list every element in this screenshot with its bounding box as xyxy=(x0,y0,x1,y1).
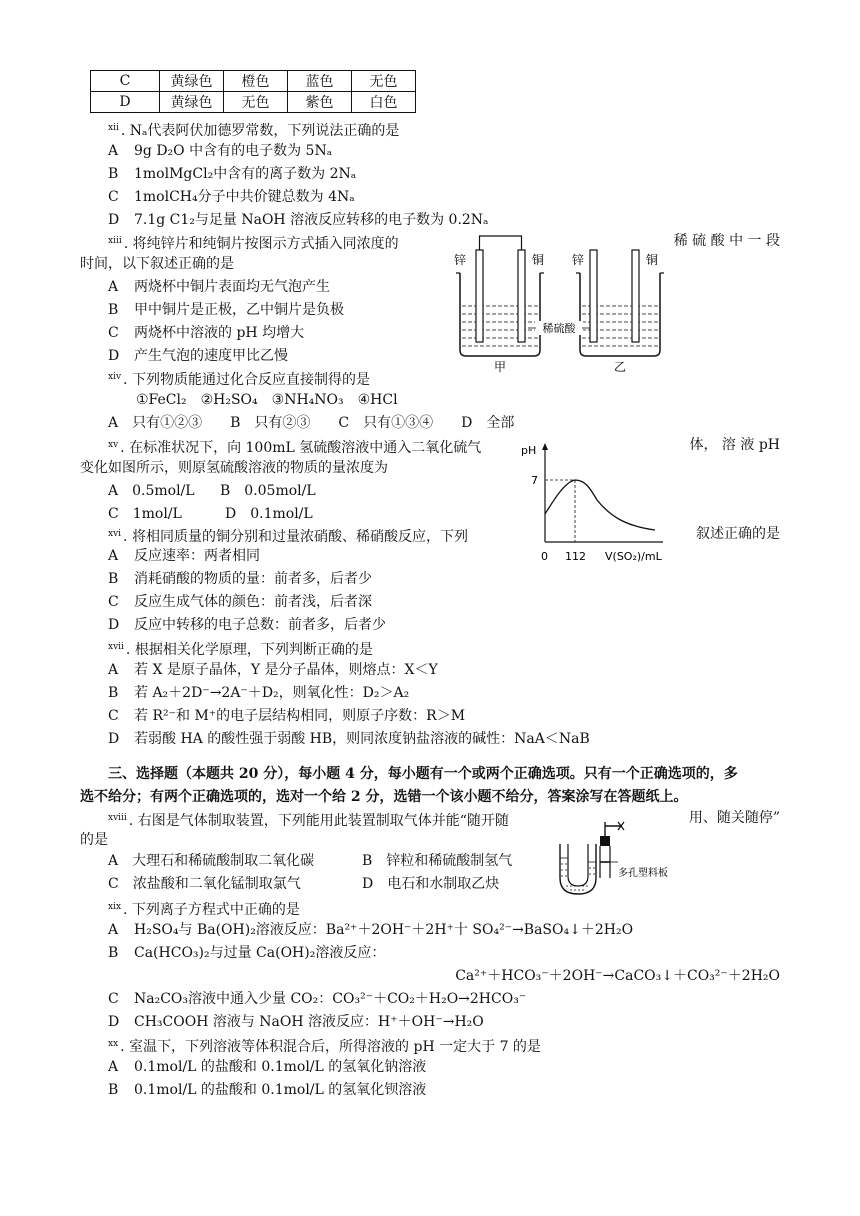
q20-option-a: A 0.1mol/L 的盐酸和 0.1mol/L 的氢氧化钠溶液 xyxy=(108,1059,427,1075)
stopper xyxy=(600,836,610,846)
q19-option-b-equation: Ca²⁺＋HCO₃⁻＋2OH⁻→CaCO₃↓＋CO₃²⁻＋2H₂O xyxy=(455,968,780,984)
table-cell: 无色 xyxy=(352,71,416,92)
table-cell: 黄绿色 xyxy=(160,92,224,113)
q17-stem xyxy=(108,637,373,660)
q18-option-b: B 锌粒和稀硫酸制氢气 xyxy=(362,853,513,869)
q15-option-b: B 0.05mol/L xyxy=(220,483,316,499)
q17-option-d: D 若弱酸 HA 的酸性强于弱酸 HB，则同浓度钠盐溶液的碱性：NaA＜NaB xyxy=(108,731,590,747)
q12-stem xyxy=(108,118,399,141)
q19-option-d: D CH₃COOH 溶液与 NaOH 溶液反应：H⁺＋OH⁻→H₂O xyxy=(108,1014,484,1030)
q16-stem xyxy=(108,524,468,547)
u-tube-figure xyxy=(548,818,698,900)
table-row xyxy=(91,71,416,92)
q13-option-b: B 甲中铜片是正极，乙中铜片是负极 xyxy=(108,302,344,318)
zinc-strip xyxy=(476,250,483,342)
beaker-jia-label: 甲 xyxy=(494,360,507,373)
u-tube-inner xyxy=(568,844,588,886)
q15-stem xyxy=(108,435,481,458)
table-cell: 无色 xyxy=(224,92,288,113)
question-number: xvii xyxy=(108,642,124,652)
beaker-yi-label: 乙 xyxy=(614,360,627,373)
question-number: xiii xyxy=(108,236,122,246)
q13-option-a: A 两烧杯中铜片表面均无气泡产生 xyxy=(108,279,330,295)
wire xyxy=(480,236,522,250)
table-row xyxy=(91,92,416,113)
q16-option-a: A 反应速率：两者相同 xyxy=(108,548,260,564)
question-text: . 将纯锌片和纯铜片按图示方式插入同浓度的 xyxy=(123,236,399,252)
y-tick-7: 7 xyxy=(531,474,538,487)
question-text: . Nₐ代表阿伏加德罗常数，下列说法正确的是 xyxy=(120,123,400,139)
q13-option-c: C 两烧杯中溶液的 pH 均增大 xyxy=(108,325,305,341)
x-tick-112: 112 xyxy=(565,550,586,563)
q16-option-c: C 反应生成气体的颜色：前者浅，后者深 xyxy=(108,594,372,610)
ph-curve xyxy=(545,480,655,530)
q15-option-c: C 1mol/L xyxy=(108,506,182,522)
ph-graph xyxy=(515,438,685,570)
copper-label: 铜 xyxy=(646,253,659,267)
question-text: . 下列物质能通过化合反应直接制得的是 xyxy=(123,372,370,388)
beaker-jia xyxy=(460,273,540,356)
q14-choices: A 只有①②③ B 只有②③ C 只有①③④ D 全部 xyxy=(108,415,515,431)
q17-option-c: C 若 R²⁻和 M⁺的电子层结构相同，则原子序数：R＞M xyxy=(108,708,466,724)
question-number: xv xyxy=(108,440,119,450)
q13-option-d: D 产生气泡的速度甲比乙慢 xyxy=(108,348,288,364)
q16-option-b: B 消耗硝酸的物质的量：前者多，后者少 xyxy=(108,571,372,587)
answer-table xyxy=(90,70,416,113)
copper-strip xyxy=(518,250,525,342)
q14-items: ①FeCl₂ ②H₂SO₄ ③NH₄NO₃ ④HCl xyxy=(136,392,398,408)
question-number: xviii xyxy=(108,813,127,823)
section-heading-continued: 选不给分；有两个正确选项的，选对一个给 2 分，选错一个该小题不给分，答案涂写在答题纸上。 xyxy=(80,789,688,805)
q15-stem-right: 体， 溶 液 pH xyxy=(689,437,780,453)
copper-label: 铜 xyxy=(532,253,545,267)
q20-stem xyxy=(108,1034,541,1057)
table-cell: 橙色 xyxy=(224,71,288,92)
x-tick-0: 0 xyxy=(541,550,548,563)
question-text: . 根据相关化学原理，下列判断正确的是 xyxy=(125,642,373,658)
porous-plate-label: 多孔塑料板 xyxy=(618,868,668,879)
q19-option-a: A H₂SO₄与 Ba(OH)₂溶液反应：Ba²⁺＋2OH⁻＋2H⁺十 SO₄²⁻→BaSO₄↓＋2H₂O xyxy=(108,922,634,938)
question-text: . 右图是气体制取装置，下列能用此装置制取气体并能“随开随 xyxy=(128,813,509,829)
q12-option-c: C 1molCH₄分子中共价键总数为 4Nₐ xyxy=(108,189,355,205)
q18-option-c: C 浓盐酸和二氧化锰制取氯气 xyxy=(108,876,301,892)
zinc-label: 锌 xyxy=(454,253,467,267)
q16-option-d: D 反应中转移的电子总数：前者多，后者少 xyxy=(108,617,386,633)
q15-option-d: D 0.1mol/L xyxy=(225,506,313,522)
q18-option-a: A 大理石和稀硫酸制取二氧化碳 xyxy=(108,853,315,869)
q17-option-b: B 若 A₂＋2D⁻→2A⁻＋D₂，则氧化性：D₂＞A₂ xyxy=(108,685,410,701)
table-cell: 紫色 xyxy=(288,92,352,113)
q18-stem-right: 用、随关随停” xyxy=(688,810,780,826)
question-number: xx xyxy=(108,1039,119,1049)
table-cell: 白色 xyxy=(352,92,416,113)
beakers-figure xyxy=(440,228,670,373)
question-text: . 下列离子方程式中正确的是 xyxy=(123,902,300,918)
q13-stem-continued: 时间，以下叙述正确的是 xyxy=(80,256,234,272)
q14-stem xyxy=(108,367,370,390)
q13-stem xyxy=(108,231,399,254)
question-number: xii xyxy=(108,123,119,133)
q15-stem-continued: 变化如图所示，则原氢硫酸溶液的物质的量浓度为 xyxy=(80,460,388,476)
q16-stem-right: 叙述正确的是 xyxy=(696,526,780,542)
x-axis-label: V(SO₂)/mL xyxy=(605,550,662,563)
q17-option-a: A 若 X 是原子晶体，Y 是分子晶体，则熔点：X＜Y xyxy=(108,662,438,678)
acid-label: 稀硫酸 xyxy=(542,322,576,335)
q12-option-a: A 9g D₂O 中含有的电子数为 5Nₐ xyxy=(108,143,333,159)
zinc-label: 锌 xyxy=(572,253,585,267)
question-number: xvi xyxy=(108,529,122,539)
q18-stem-continued: 的是 xyxy=(80,832,108,848)
section-heading: 三、选择题（本题共 20 分），每小题 4 分，每小题有一个或两个正确选项。只有一个正确选项的，多 xyxy=(108,766,738,782)
q19-option-b: B Ca(HCO₃)₂与过量 Ca(OH)₂溶液反应： xyxy=(108,945,386,961)
question-number: xiv xyxy=(108,372,122,382)
q12-option-b: B 1molMgCl₂中含有的离子数为 2Nₐ xyxy=(108,166,357,182)
row-label: C xyxy=(91,71,160,92)
q18-stem xyxy=(108,808,509,831)
table-cell: 蓝色 xyxy=(288,71,352,92)
q12-option-d: D 7.1g C1₂与足量 NaOH 溶液反应转移的电子数为 0.2Nₐ xyxy=(108,212,489,228)
question-text: . 室温下，下列溶液等体积混合后，所得溶液的 pH 一定大于 7 的是 xyxy=(120,1039,541,1055)
table-cell: 黄绿色 xyxy=(160,71,224,92)
row-label: D xyxy=(91,92,160,113)
q18-option-d: D 电石和水制取乙炔 xyxy=(362,876,500,892)
q20-option-b: B 0.1mol/L 的盐酸和 0.1mol/L 的氢氧化钡溶液 xyxy=(108,1082,427,1098)
question-text: . 将相同质量的铜分别和过量浓硝酸、稀硝酸反应，下列 xyxy=(123,529,468,545)
q15-option-a: A 0.5mol/L xyxy=(108,483,195,499)
question-text: . 在标准状况下，向 100mL 氢硫酸溶液中通入二氧化硫气 xyxy=(120,440,482,456)
q13-stem-right: 稀 硫 酸 中 一 段 xyxy=(673,233,780,249)
question-number: xix xyxy=(108,902,122,912)
q19-option-c: C Na₂CO₃溶液中通入少量 CO₂：CO₃²⁻＋CO₂＋H₂O→2HCO₃⁻ xyxy=(108,991,527,1007)
q19-stem xyxy=(108,897,300,920)
y-axis-label: pH xyxy=(521,444,537,457)
